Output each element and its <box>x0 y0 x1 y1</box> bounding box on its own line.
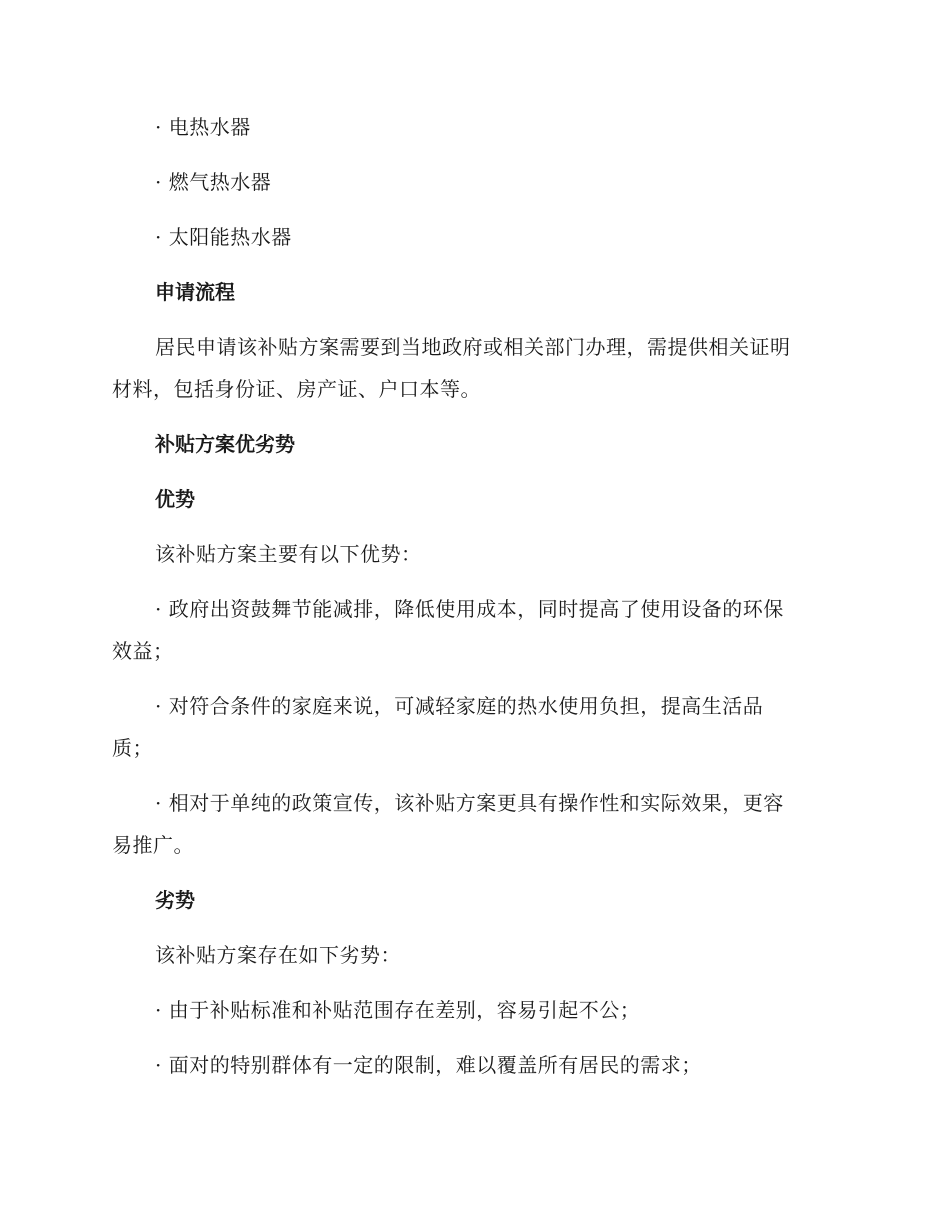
disadvantage-item-1: · 由于补贴标准和补贴范围存在差别，容易引起不公； <box>155 998 641 1022</box>
disadvantages-heading: 劣势 <box>155 888 195 912</box>
disadvantages-intro: 该补贴方案存在如下劣势： <box>155 943 401 967</box>
advantages-intro: 该补贴方案主要有以下优势： <box>155 542 422 566</box>
advantage-item-3-line-1: · 相对于单纯的政策宣传，该补贴方案更具有操作性和实际效果，更容 <box>155 791 784 815</box>
application-paragraph-line-2: 材料，包括身份证、房产证、户口本等。 <box>112 377 481 401</box>
advantage-item-1-line-1: · 政府出资鼓舞节能减排，降低使用成本，同时提高了使用设备的环保 <box>155 597 784 621</box>
disadvantage-item-2: · 面对的特别群体有一定的限制，难以覆盖所有居民的需求； <box>155 1053 702 1077</box>
advantage-item-1-line-2: 效益； <box>112 639 174 663</box>
advantage-item-2-line-1: · 对符合条件的家庭来说，可减轻家庭的热水使用负担，提高生活品 <box>155 694 764 718</box>
advantage-item-2-line-2: 质； <box>112 736 153 760</box>
application-paragraph-line-1: 居民申请该补贴方案需要到当地政府或相关部门办理，需提供相关证明 <box>155 335 791 359</box>
pros-cons-heading: 补贴方案优劣势 <box>155 432 295 456</box>
advantage-item-3-line-2: 易推广。 <box>112 833 194 857</box>
advantages-heading: 优势 <box>155 487 195 511</box>
heater-type-electric: · 电热水器 <box>155 115 251 139</box>
application-heading: 申请流程 <box>155 280 235 304</box>
heater-type-solar: · 太阳能热水器 <box>155 225 292 249</box>
heater-type-gas: · 燃气热水器 <box>155 170 272 194</box>
